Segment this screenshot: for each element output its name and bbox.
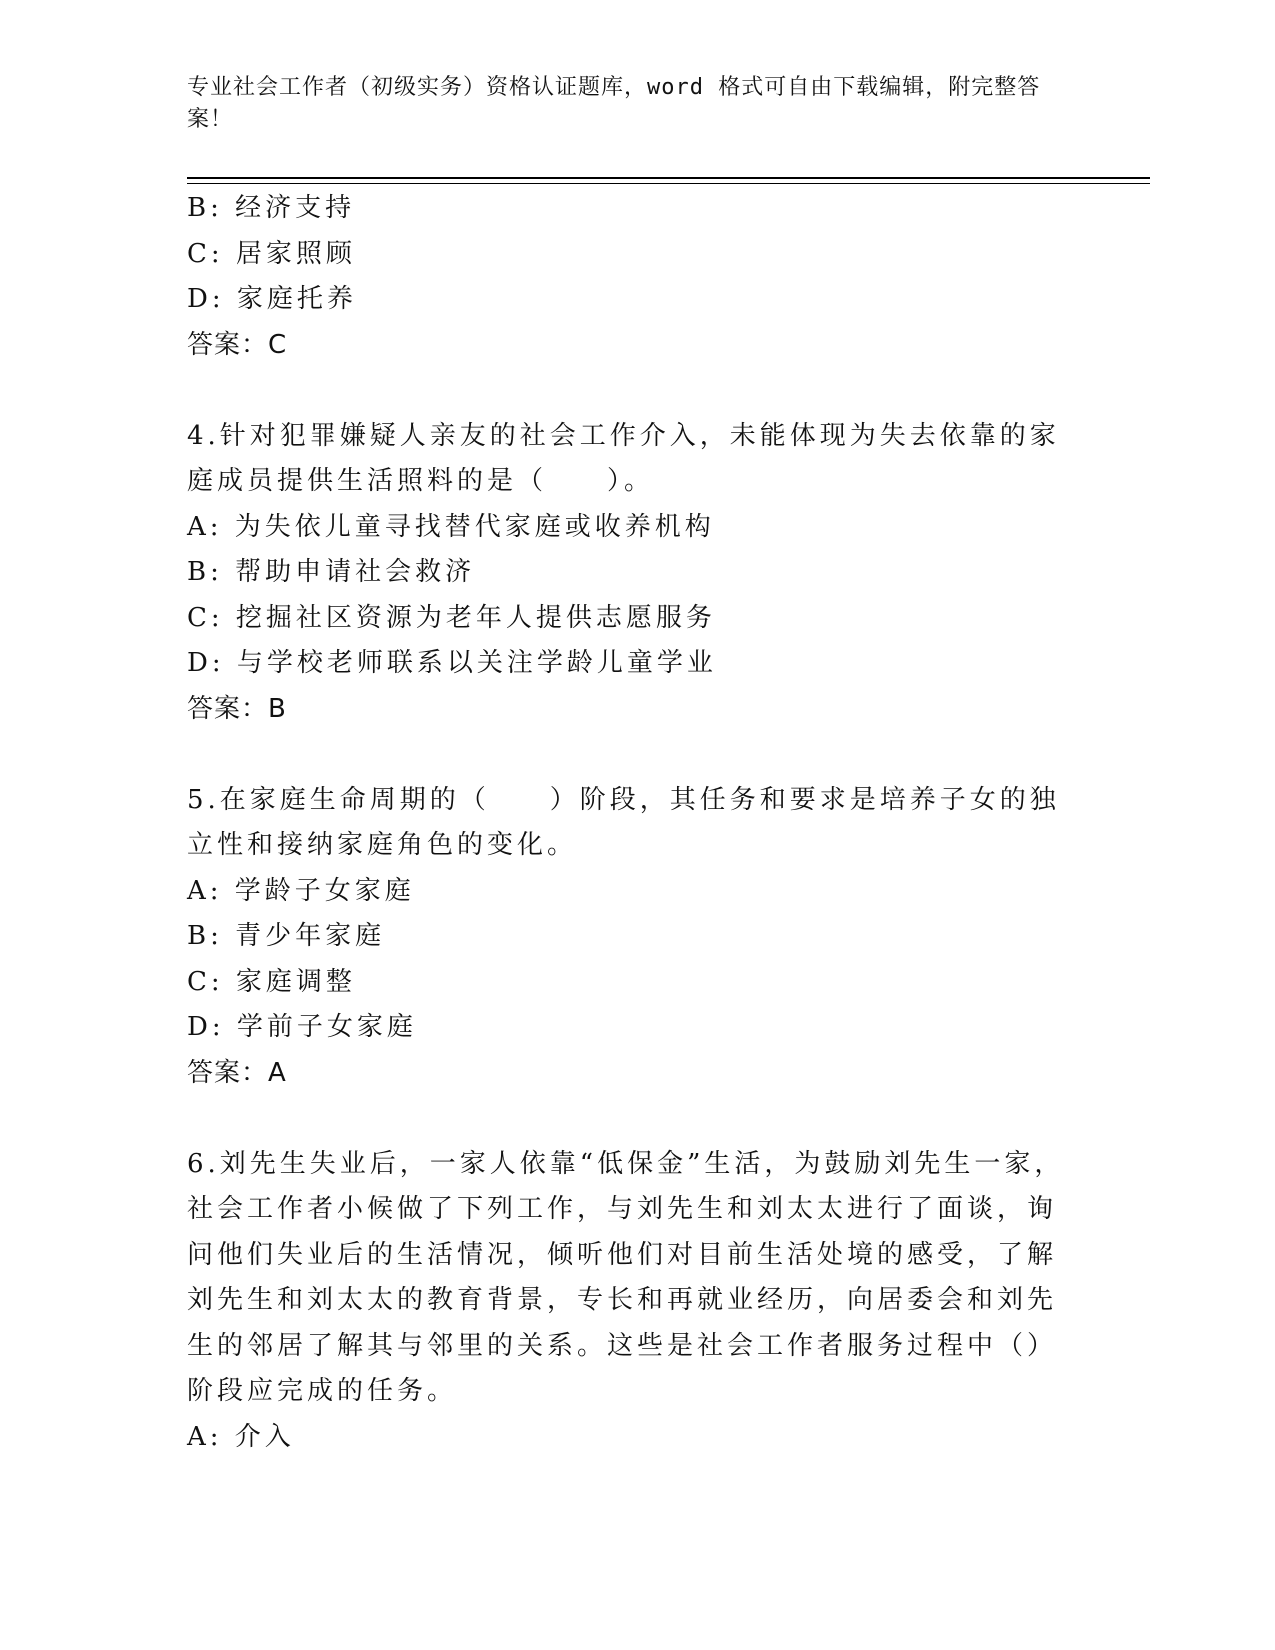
option-a: A: 为失依儿童寻找替代家庭或收养机构 [187, 511, 715, 542]
answer-line: 答案：A [187, 1057, 287, 1088]
spacer [187, 368, 1067, 414]
question-text: 5.在家庭生命周期的（ ）阶段，其任务和要求是培养子女的独立性和接纳家庭角色的变化。 [187, 784, 1060, 860]
option-d: D: 家庭托养 [187, 284, 357, 314]
option-c: C: 家庭调整 [187, 966, 356, 997]
option-d: D: 与学校老师联系以关注学龄儿童学业 [187, 648, 717, 678]
question-text: 6.刘先生失业后，一家人依靠“低保金”生活，为鼓励刘先生一家，社会工作者小候做了下列工作，与刘先生和刘太太进行了面谈，询问他们失业后的生活情况，倾听他们对目前生活处境的感受，了解刘先生和刘太太的教育背景，专长和再就业经历，向居委会和刘先生的邻居了解其与邻里的关系。这些是社会工作者服务过程中（）阶段应完成的任务。 [187, 1148, 1065, 1406]
question-6 [187, 1142, 1067, 1461]
option-a: A: 学龄子女家庭 [187, 875, 415, 906]
question-4 [187, 414, 1067, 733]
question-content [187, 186, 1067, 1460]
option-b: B: 帮助申请社会救济 [187, 557, 476, 587]
question-text: 4.针对犯罪嫌疑人亲友的社会工作介入，未能体现为失去依靠的家庭成员提供生活照料的是（ ）。 [187, 420, 1060, 496]
option-a: A: 介入 [187, 1421, 295, 1452]
page-header: 专业社会工作者（初级实务）资格认证题库，word 格式可自由下载编辑，附完整答案！ [187, 75, 1041, 132]
question-5 [187, 778, 1067, 1097]
header-rule-thin [187, 183, 1150, 184]
answer-line: 答案：C [187, 329, 288, 360]
option-c: C: 居家照顾 [187, 238, 356, 269]
option-c: C: 挖掘社区资源为老年人提供志愿服务 [187, 602, 716, 633]
option-b: B: 青少年家庭 [187, 921, 386, 951]
answer-line: 答案：B [187, 693, 287, 724]
spacer [187, 732, 1067, 778]
header-rule-thick [187, 177, 1150, 179]
option-d: D: 学前子女家庭 [187, 1012, 417, 1042]
spacer [187, 1096, 1067, 1142]
carry-over-question [187, 186, 1067, 368]
option-b: B: 经济支持 [187, 193, 356, 223]
